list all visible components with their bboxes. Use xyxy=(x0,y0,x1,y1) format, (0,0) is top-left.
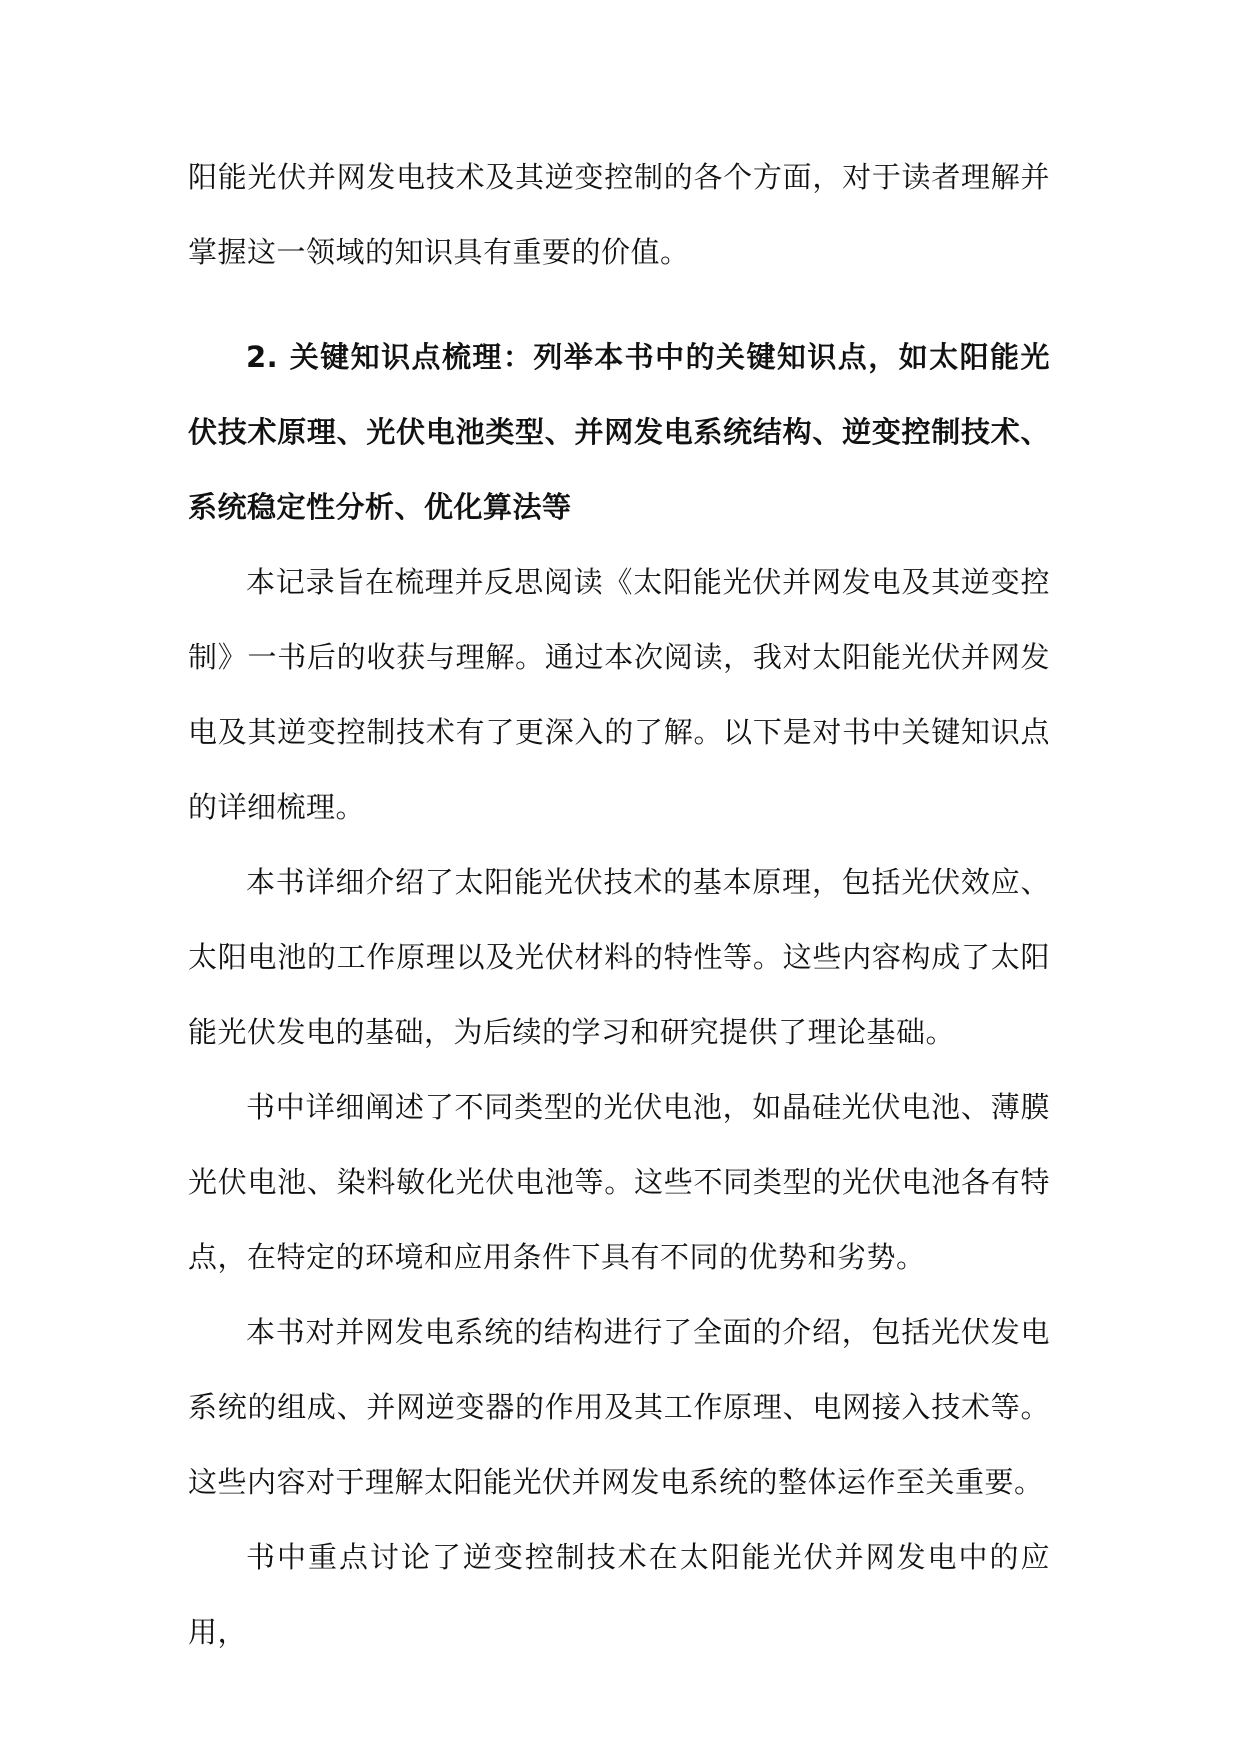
section-heading: 2. 关键知识点梳理：列举本书中的关键知识点，如太阳能光伏技术原理、光伏电池类型、并网发电系统结构、逆变控制技术、系统稳定性分析、优化算法等 xyxy=(188,340,1050,524)
paragraph-continuation: 阳能光伏并网发电技术及其逆变控制的各个方面，对于读者理解并掌握这一领域的知识具有重要的价值。 xyxy=(188,160,1050,269)
document-body xyxy=(188,140,1050,1670)
paragraph-pv-cell-types: 书中详细阐述了不同类型的光伏电池，如晶硅光伏电池、薄膜光伏电池、染料敏化光伏电池等。这些不同类型的光伏电池各有特点，在特定的环境和应用条件下具有不同的优势和劣势。 xyxy=(188,1090,1050,1274)
paragraph-grid-system: 本书对并网发电系统的结构进行了全面的介绍，包括光伏发电系统的组成、并网逆变器的作用及其工作原理、电网接入技术等。这些内容对于理解太阳能光伏并网发电系统的整体运作至关重要。 xyxy=(188,1315,1050,1499)
paragraph-inverter-control: 书中重点讨论了逆变控制技术在太阳能光伏并网发电中的应用， xyxy=(188,1540,1050,1649)
paragraph-intro: 本记录旨在梳理并反思阅读《太阳能光伏并网发电及其逆变控制》一书后的收获与理解。通过本次阅读，我对太阳能光伏并网发电及其逆变控制技术有了更深入的了解。以下是对书中关键知识点的详细梳理。 xyxy=(188,565,1050,824)
paragraph-pv-principle: 本书详细介绍了太阳能光伏技术的基本原理，包括光伏效应、太阳电池的工作原理以及光伏材料的特性等。这些内容构成了太阳能光伏发电的基础，为后续的学习和研究提供了理论基础。 xyxy=(188,865,1050,1049)
section-heading-wrapper xyxy=(188,320,1050,545)
